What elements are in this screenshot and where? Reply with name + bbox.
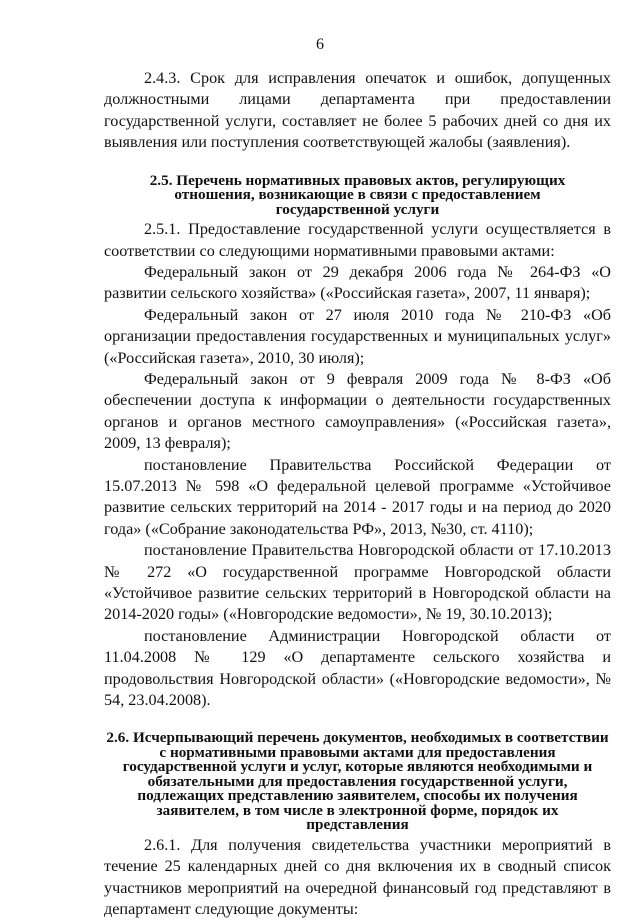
paragraph-2-4-3: 2.4.3. Срок для исправления опечаток и ошибок, допущенных должностными лицами департамента при предоставлении государственной услуги, составляет не более 5 рабочих дней со дня их выявления или поступления соответствующей жалобы (заявления). bbox=[104, 69, 611, 152]
heading-2-5: 2.5. Перечень нормативных правовых актов, регулирующих отношения, возникающие в связи с предоставлением государственной услуги bbox=[149, 171, 566, 218]
document-body bbox=[104, 68, 611, 921]
legal-act-5: постановление Правительства Новгородской области от 17.10.2013 № 272 «О государственной программе Новгородской области «Устойчивое развитие сельских территорий в Новгородской области на 2014-2020 годы» («Новгородские ведомости», № 19, 30.10.2013); bbox=[104, 541, 611, 624]
legal-act-6: постановление Администрации Новгородской области от 11.04.2008 № 129 «О департаменте сельского хозяйства и продовольствия Новгородской области» («Новгородские ведомости», № 54, 23.04.2008). bbox=[104, 626, 611, 710]
paragraph-2-6-1: 2.6.1. Для получения свидетельства участники мероприятий в течение 25 календарных дней со дня включения их в сводный список участников мероприятий на очередной финансовый год представляют в департамент следующие документы: bbox=[104, 835, 611, 919]
heading-2-6: 2.6. Исчерпывающий перечень документов, необходимых в соответствии с нормативными правовыми актами для предоставления государственной услуги и услуг, которые являются необходимыми и обязательными для предоставления государственной услуги, подлежащих представлению заявителем, способы их получения заявителем, в том числе в электронной форме, порядок их представления bbox=[106, 729, 609, 834]
legal-act-2: Федеральный закон от 27 июля 2010 года № 210-ФЗ «Об организации предоставления государственных и муниципальных услуг» («Российская газета», 2010, 30 июля); bbox=[104, 305, 611, 367]
legal-act-4: постановление Правительства Российской Федерации от 15.07.2013 № 598 «О федеральной целевой программе «Устойчивое развитие сельских территорий на 2014 - 2017 годы и на период до 2020 года» («Собрание законодательства РФ», 2013, №30, ст. 4110); bbox=[104, 455, 611, 538]
page-number: 6 bbox=[316, 36, 324, 53]
legal-act-1: Федеральный закон от 29 декабря 2006 года № 264-ФЗ «О развитии сельского хозяйства» («Российская газета», 2007, 11 января); bbox=[104, 262, 611, 303]
legal-act-3: Федеральный закон от 9 февраля 2009 года № 8-ФЗ «Об обеспечении доступа к информации о деятельности государственных органов и органов местного самоуправления» («Российская газета», 2009, 13 февраля); bbox=[104, 369, 611, 453]
paragraph-2-5-1: 2.5.1. Предоставление государственной услуги осуществляется в соответствии со следующими нормативными правовыми актами: bbox=[104, 220, 611, 260]
